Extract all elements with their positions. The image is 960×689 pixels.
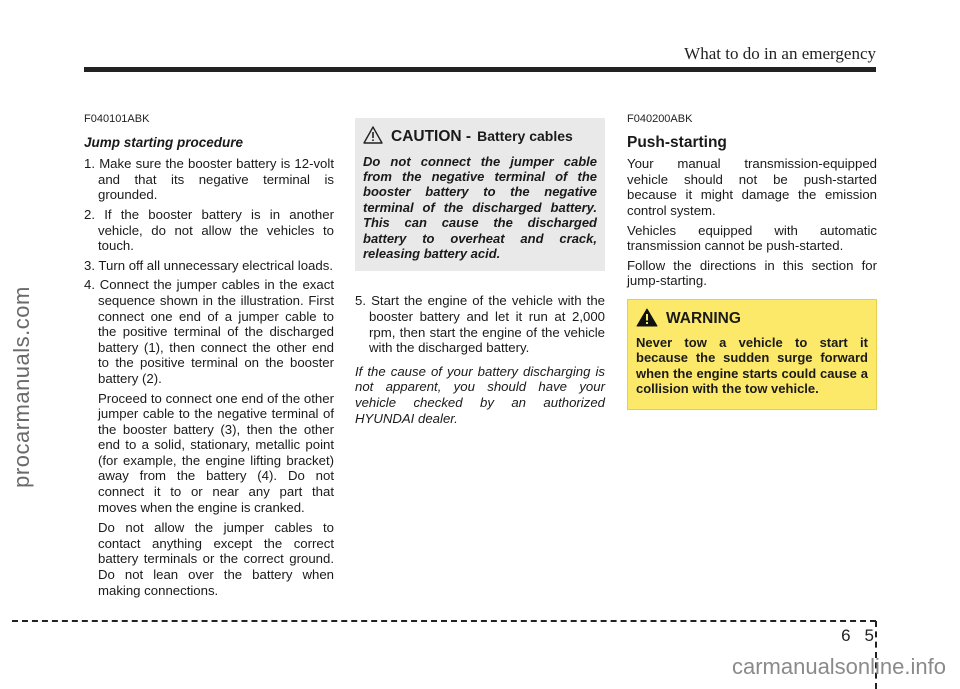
caution-triangle-icon xyxy=(363,126,383,148)
caution-label: CAUTION - xyxy=(391,128,472,145)
warning-text: Never tow a vehicle to start it because the sudden surge forward when the engine starts could cause a collision with the tow vehicle. xyxy=(636,334,868,397)
step-4-continued: Proceed to connect one end of the other jumper cable to the negative terminal of the booster battery (3), then the other end to a solid, stationary, metallic point (for example, the engine lifting bracket) away from the battery (4). Do not connect it to or near any part that moves when the engine is cranked. xyxy=(98,390,334,515)
step-4-caution-text: Do not allow the jumper cables to contact anything except the correct battery terminals or the correct ground. Do not lean over the battery when making connections. xyxy=(98,520,334,598)
step-1: 1. Make sure the booster battery is 12-volt and that its negative terminal is grounded. xyxy=(84,156,334,203)
warning-title xyxy=(636,308,868,331)
subhead-jump-starting: Jump starting procedure xyxy=(84,134,244,150)
section-code: F040200ABK xyxy=(627,113,693,125)
heading-push-starting: Push-starting xyxy=(627,133,727,151)
header-title: What to do in an emergency xyxy=(684,44,876,63)
step-3: 3. Turn off all unnecessary electrical loads. xyxy=(84,257,333,273)
step-2: 2. If the booster battery is in another vehicle, do not allow the vehicles to touch. xyxy=(84,206,334,254)
caution-title xyxy=(363,126,597,148)
warning-triangle-icon xyxy=(636,308,658,331)
page-number-value: 5 xyxy=(864,626,874,645)
push-start-para-3: Follow the directions in this section for jump-starting. xyxy=(627,257,877,289)
step-5: 5. Start the engine of the vehicle with the booster battery and let it run at 2,000 rpm, then start the engine of the vehicle with the discharged battery. xyxy=(355,293,605,356)
warning-label: WARNING xyxy=(666,310,741,328)
column-left xyxy=(84,108,334,603)
step-4: 4. Connect the jumper cables in the exact sequence shown in the illustration. First connect one end of a jumper cable to the positive terminal of the discharged battery (1), then connect the other end to the positive terminal on the booster battery (2). xyxy=(84,277,334,386)
caution-box xyxy=(355,118,605,271)
header-rule xyxy=(84,67,876,72)
push-start-para-1: Your manual transmission-equipped vehicle should not be push-started because it might damage the emission control system. xyxy=(627,156,877,218)
footer-rule xyxy=(12,620,876,622)
side-watermark xyxy=(2,286,42,488)
section-code: F040101ABK xyxy=(84,113,150,125)
chapter-number: 6 xyxy=(841,626,851,645)
caution-text: Do not connect the jumper cable from the negative terminal of the booster battery to the negative terminal of the discharged battery. This can cause the discharged battery to overheat and crack, releasing battery acid. xyxy=(363,153,597,262)
push-start-para-2: Vehicles equipped with automatic transmission cannot be push-started. xyxy=(627,222,877,254)
side-watermark-text: procarmanuals.com xyxy=(9,286,34,488)
page-number xyxy=(841,626,874,646)
bottom-watermark: carmanualsonline.info xyxy=(731,654,946,679)
caution-subtitle: Battery cables xyxy=(477,128,573,144)
column-middle xyxy=(355,108,605,426)
dealer-note: If the cause of your battery discharging is not apparent, you should have your vehicle checked by an authorized HYUNDAI dealer. xyxy=(355,363,605,426)
column-right xyxy=(627,108,877,410)
warning-box xyxy=(627,299,877,410)
